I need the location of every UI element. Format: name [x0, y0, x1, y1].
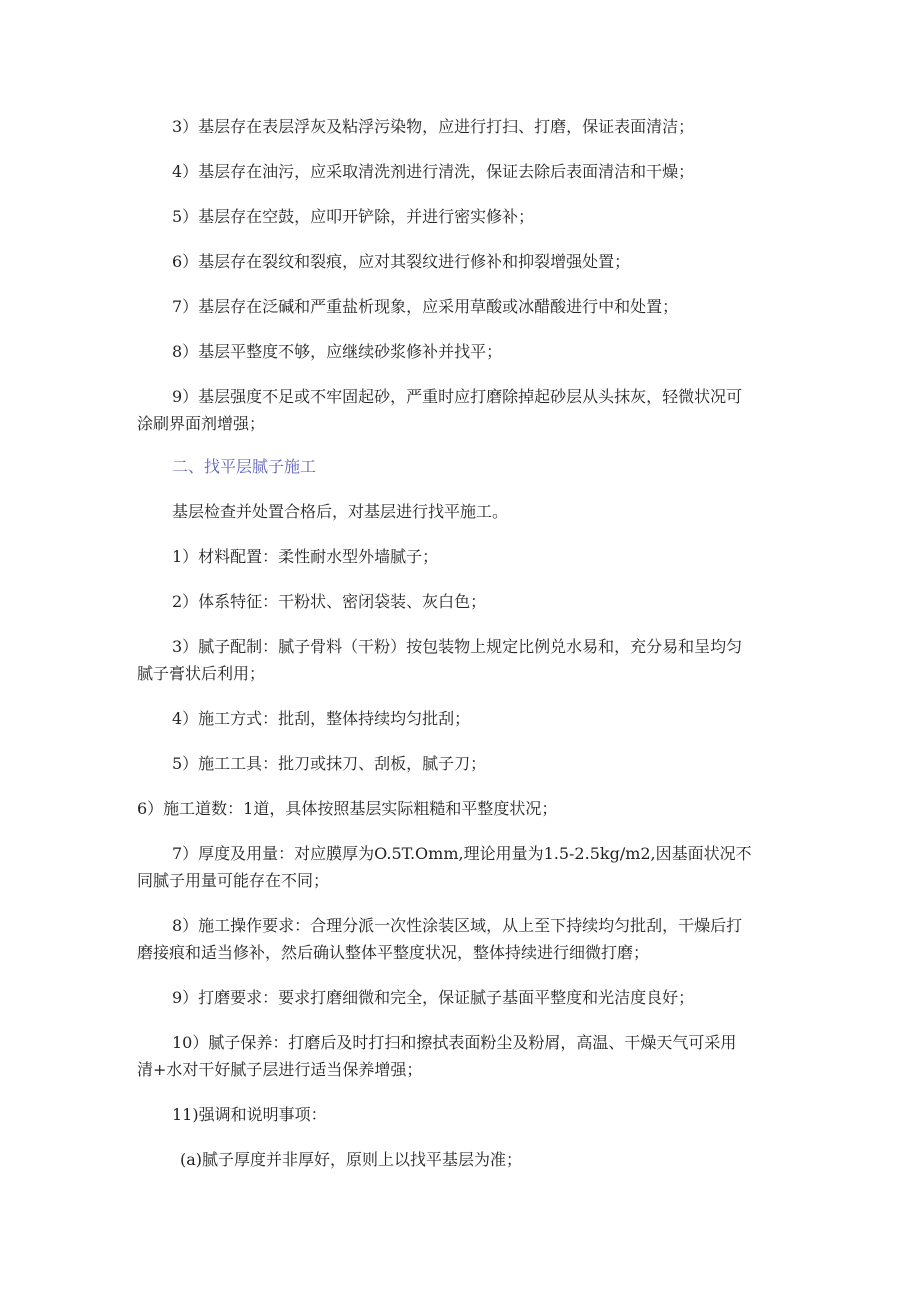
step-7-text-line1: 7）厚度及用量：对应膜厚为O.5T.Omm,理论用量为1.5-2.5kg∕m2,因基面状况不 [172, 844, 752, 863]
step-4-text: 4）施工方式：批刮，整体持续均匀批刮； [172, 709, 471, 728]
step-3-text-line2: 腻子膏状后利用； [137, 664, 266, 683]
step-5-text: 5）施工工具：批刀或抹刀、刮板，腻子刀； [172, 754, 487, 773]
section-heading: 二、找平层腻子施工 [172, 457, 317, 476]
step-8-text-line2: 磨接痕和适当修补，然后确认整体平整度状况，整体持续进行细微打磨； [137, 943, 650, 962]
step-3-text-line1: 3）腻子配制：腻子骨料（干粉）按包装物上规定比例兑水易和，充分易和呈均匀 [172, 637, 743, 656]
item-7-text: 7）基层存在泛碱和严重盐析现象，应采用草酸或冰醋酸进行中和处置； [172, 297, 679, 316]
step-10-text-line2: 清+水对干好腻子层进行适当保养增强； [137, 1060, 423, 1079]
note-a-text: (a)腻子厚度并非厚好，原则上以找平基层为准； [180, 1150, 523, 1169]
item-4-text: 4）基层存在油污，应采取清洗剂进行清洗，保证去除后表面清洁和干燥； [172, 162, 695, 181]
item-9-text-line1: 9）基层强度不足或不牢固起砂，严重时应打磨除掉起砂层从头抹灰，轻微状况可 [172, 387, 743, 406]
step-1-text: 1）材料配置：柔性耐水型外墙腻子； [172, 547, 439, 566]
item-9-text-line2: 涂刷界面剂增强； [137, 414, 266, 433]
step-9-text: 9）打磨要求：要求打磨细微和完全，保证腻子基面平整度和光洁度良好； [172, 988, 695, 1007]
step-10-text-line1: 10）腻子保养：打磨后及时打扫和擦拭表面粉尘及粉屑，高温、干燥天气可采用 [172, 1033, 737, 1052]
item-3-text: 3）基层存在表层浮灰及粘浮污染物，应进行打扫、打磨，保证表面清洁； [172, 117, 695, 136]
step-6-text: 6）施工道数：1道，具体按照基层实际粗糙和平整度状况； [137, 799, 558, 818]
step-11-text: 11)强调和说明事项： [172, 1105, 327, 1124]
item-8-text: 8）基层平整度不够，应继续砂浆修补并找平； [172, 342, 503, 361]
section-intro: 基层检查并处置合格后，对基层进行找平施工。 [172, 502, 509, 521]
step-2-text: 2）体系特征：干粉状、密闭袋装、灰白色； [172, 592, 487, 611]
item-5-text: 5）基层存在空鼓，应叩开铲除，并进行密实修补； [172, 207, 535, 226]
step-8-text-line1: 8）施工操作要求：合理分派一次性涂装区域，从上至下持续均匀批刮，干燥后打 [172, 916, 743, 935]
step-7-text-line2: 同腻子用量可能存在不同； [137, 871, 330, 890]
item-6-text: 6）基层存在裂纹和裂痕，应对其裂纹进行修补和抑裂增强处置； [172, 252, 631, 271]
